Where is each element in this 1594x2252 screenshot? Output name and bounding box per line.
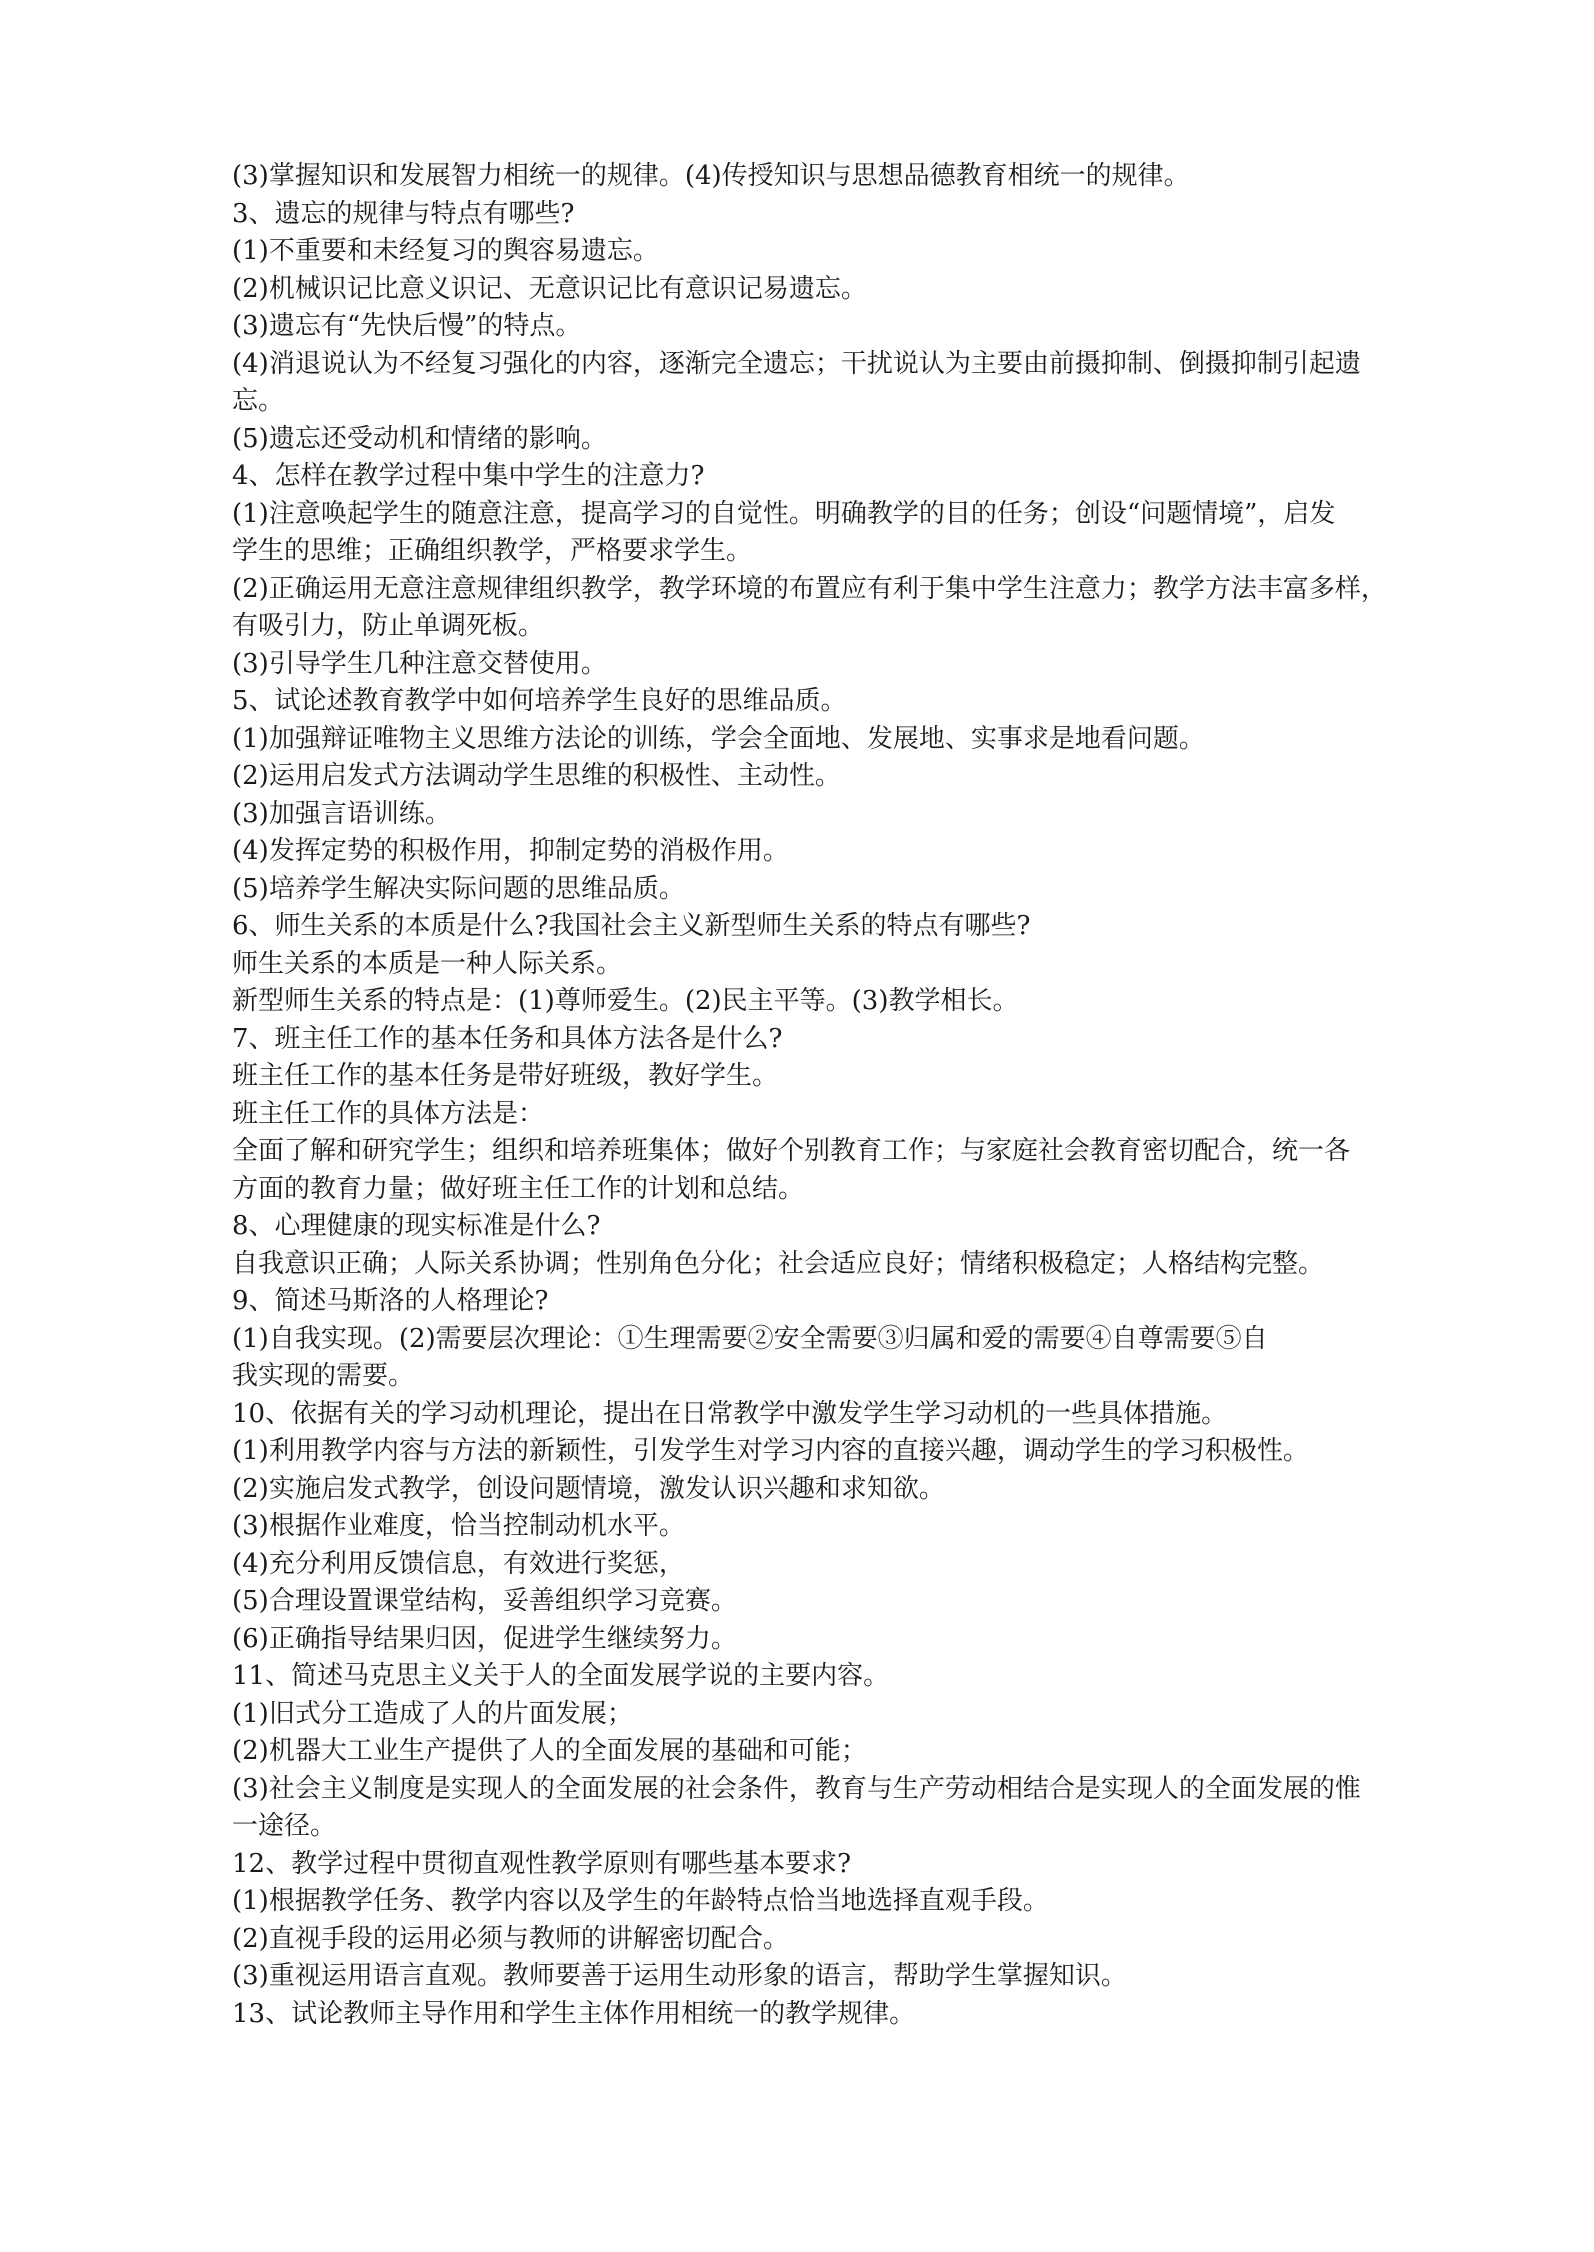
text-line: (5)遗忘还受动机和情绪的影响。 (232, 423, 607, 454)
text-line: 5、试论述教育教学中如何培养学生良好的思维品质。 (232, 686, 847, 716)
text-line: (3)加强言语训练。 (232, 798, 451, 829)
text-line: 方面的教育力量；做好班主任工作的计划和总结。 (232, 1173, 805, 1204)
text-line: 学生的思维；正确组织教学，严格要求学生。 (232, 536, 753, 566)
text-line: (2)正确运用无意注意规律组织教学，教学环境的布置应有利于集中学生注意力；教学方法丰富多样， (232, 573, 1387, 604)
text-line: (1)注意唤起学生的随意注意，提高学习的自觉性。明确教学的目的任务；创设“问题情境”，启发 (232, 498, 1336, 529)
text-line: 12、教学过程中贯彻直观性教学原则有哪些基本要求? (232, 1848, 852, 1879)
text-line: (4)充分利用反馈信息，有效进行奖惩， (232, 1548, 685, 1579)
text-line: (1)不重要和未经复习的舆容易遗忘。 (232, 236, 659, 266)
text-line: (1)加强辩证唯物主义思维方法论的训练，学会全面地、发展地、实事求是地看问题。 (232, 723, 1205, 754)
text-line: (6)正确指导结果归因，促进学生继续努力。 (232, 1623, 737, 1654)
text-line: (5)培养学生解决实际问题的思维品质。 (232, 873, 685, 904)
text-line: 3、遗忘的规律与特点有哪些? (232, 198, 575, 229)
text-line: 6、师生关系的本质是什么?我国社会主义新型师生关系的特点有哪些? (232, 911, 1031, 941)
text-line: 9、简述马斯洛的人格理论? (232, 1286, 549, 1316)
text-line: (2)运用启发式方法调动学生思维的积极性、主动性。 (232, 761, 841, 791)
text-line: (2)实施启发式教学，创设问题情境，激发认识兴趣和求知欲。 (232, 1473, 945, 1504)
text-line: 自我意识正确；人际关系协调；性别角色分化；社会适应良好；情绪积极稳定；人格结构完整。 (232, 1248, 1325, 1279)
text-line: (1)根据教学任务、教学内容以及学生的年龄特点恰当地选择直观手段。 (232, 1886, 1049, 1916)
text-line: (3)掌握知识和发展智力相统一的规律。(4)传授知识与思想品德教育相统一的规律。 (232, 161, 1190, 191)
text-line: 8、心理健康的现实标准是什么? (232, 1211, 601, 1241)
text-line: 7、班主任工作的基本任务和具体方法各是什么? (232, 1023, 783, 1054)
text-line: (2)直视手段的运用必须与教师的讲解密切配合。 (232, 1923, 789, 1954)
text-line: (4)发挥定势的积极作用，抑制定势的消极作用。 (232, 836, 789, 866)
text-line: 班主任工作的具体方法是： (232, 1098, 545, 1129)
text-line: 班主任工作的基本任务是带好班级，教好学生。 (232, 1061, 779, 1091)
text-line: 4、怎样在教学过程中集中学生的注意力? (232, 461, 705, 491)
text-line: (5)合理设置课堂结构，妥善组织学习竞赛。 (232, 1586, 737, 1616)
text-line: (1)自我实现。(2)需要层次理论：①生理需要②安全需要③归属和爱的需要④自尊需要⑤自 (232, 1323, 1268, 1354)
text-line: 有吸引力，防止单调死板。 (232, 611, 545, 641)
document-body (232, 158, 1442, 2033)
text-line: (3)重视运用语言直观。教师要善于运用生动形象的语言，帮助学生掌握知识。 (232, 1961, 1127, 1991)
text-line: 13、试论教师主导作用和学生主体作用相统一的教学规律。 (232, 1998, 916, 2029)
text-line: (3)根据作业难度，恰当控制动机水平。 (232, 1511, 685, 1541)
text-line: 我实现的需要。 (232, 1361, 415, 1391)
text-line: (3)社会主义制度是实现人的全面发展的社会条件，教育与生产劳动相结合是实现人的全面发展的惟 (232, 1773, 1361, 1804)
text-line: 师生关系的本质是一种人际关系。 (232, 948, 623, 979)
text-line: (1)旧式分工造成了人的片面发展； (232, 1698, 633, 1729)
text-line: 一途径。 (232, 1811, 337, 1841)
text-line: 11、简述马克思主义关于人的全面发展学说的主要内容。 (232, 1661, 890, 1691)
text-line: (1)利用教学内容与方法的新颖性，引发学生对学习内容的直接兴趣，调动学生的学习积极性。 (232, 1436, 1309, 1466)
text-line: 10、依据有关的学习动机理论，提出在日常教学中激发学生学习动机的一些具体措施。 (232, 1398, 1228, 1429)
text-line: 忘。 (232, 386, 285, 416)
text-line: (3)遗忘有“先快后慢”的特点。 (232, 311, 582, 341)
text-line: (4)消退说认为不经复习强化的内容，逐渐完全遗忘；干扰说认为主要由前摄抑制、倒摄抑制引起遗 (232, 348, 1361, 379)
text-line: 新型师生关系的特点是：(1)尊师爱生。(2)民主平等。(3)教学相长。 (232, 986, 1019, 1016)
text-line: (2)机械识记比意义识记、无意识记比有意识记易遗忘。 (232, 273, 867, 304)
text-line: 全面了解和研究学生；组织和培养班集体；做好个别教育工作；与家庭社会教育密切配合，统一各 (232, 1136, 1351, 1166)
text-line: (2)机器大工业生产提供了人的全面发展的基础和可能； (232, 1736, 867, 1766)
text-line: (3)引导学生几种注意交替使用。 (232, 648, 607, 679)
